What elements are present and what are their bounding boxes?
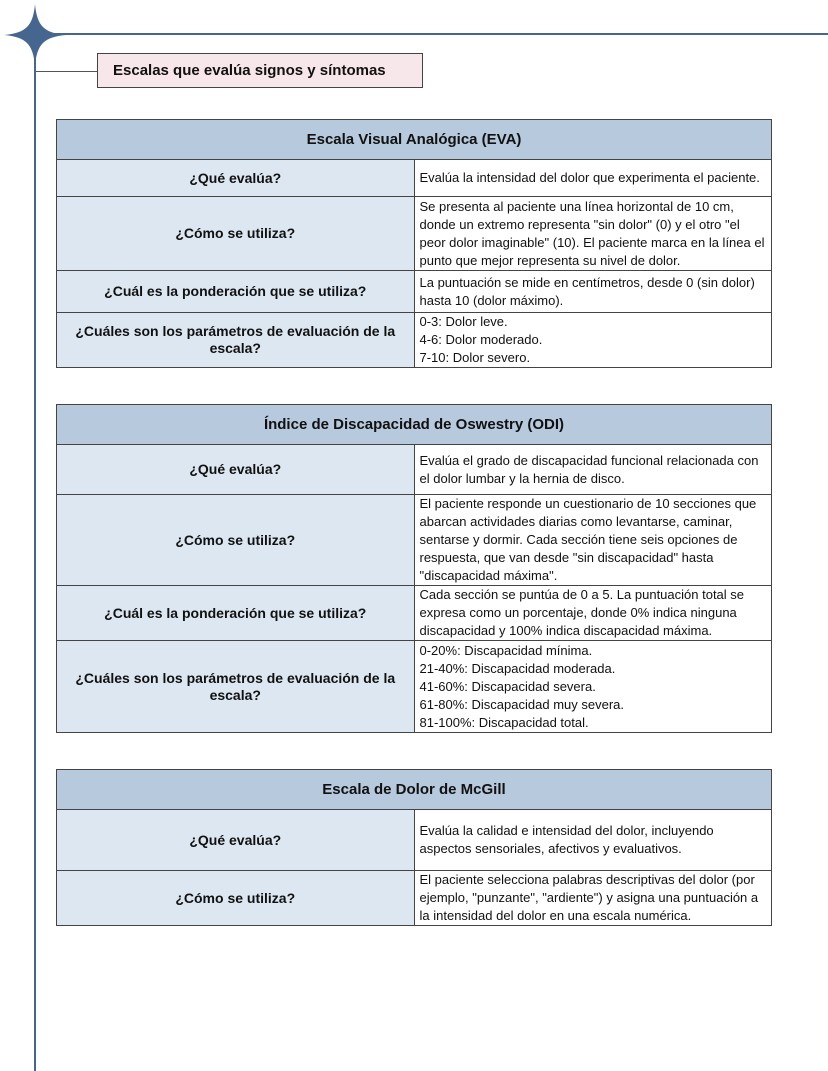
frame-top-line xyxy=(34,33,828,35)
parameter-line: 7-10: Dolor severo. xyxy=(419,350,531,365)
table-row xyxy=(57,586,772,641)
table-title: Escala Visual Analógica (EVA) xyxy=(57,120,772,160)
answer-cell: Evalúa la intensidad del dolor que experimenta el paciente. xyxy=(414,160,772,197)
parameter-line: 41-60%: Discapacidad severa. xyxy=(419,678,596,694)
answer-cell: Se presenta al paciente una línea horizontal de 10 cm, donde un extremo representa "sin dolor" (0) y el otro "el peor dolor imaginable" (10). El paciente marca en la línea el punto que mejor representa su nivel de dolor. xyxy=(414,197,772,271)
table-row xyxy=(57,871,772,926)
question-cell: ¿Cómo se utiliza? xyxy=(57,197,415,271)
table-row xyxy=(57,197,772,271)
answer-cell: Evalúa la calidad e intensidad del dolor, incluyendo aspectos sensoriales, afectivos y evaluativos. xyxy=(414,810,772,871)
answer-cell xyxy=(414,641,772,733)
parameter-line: 81-100%: Discapacidad total. xyxy=(419,714,589,730)
parameter-line: 0-20%: Discapacidad mínima. xyxy=(419,642,593,658)
question-cell: ¿Qué evalúa? xyxy=(57,160,415,197)
question-cell: ¿Cómo se utiliza? xyxy=(57,871,415,926)
odi-table xyxy=(56,404,772,733)
eva-table xyxy=(56,119,772,368)
answer-cell: La puntuación se mide en centímetros, desde 0 (sin dolor) hasta 10 (dolor máximo). xyxy=(414,271,772,313)
question-cell: ¿Cuál es la ponderación que se utiliza? xyxy=(57,586,415,641)
table-row xyxy=(57,445,772,495)
question-cell: ¿Cuál es la ponderación que se utiliza? xyxy=(57,271,415,313)
answer-cell: Evalúa el grado de discapacidad funcional relacionada con el dolor lumbar y la hernia de disco. xyxy=(414,445,772,495)
title-connector-line xyxy=(36,71,98,72)
table-row xyxy=(57,641,772,733)
question-cell: ¿Qué evalúa? xyxy=(57,445,415,495)
table-title: Índice de Discapacidad de Oswestry (ODI) xyxy=(57,405,772,445)
question-cell: ¿Cómo se utiliza? xyxy=(57,495,415,586)
question-cell: ¿Cuáles son los parámetros de evaluación de la escala? xyxy=(57,313,415,368)
table-row xyxy=(57,271,772,313)
table-row xyxy=(57,810,772,871)
question-cell: ¿Cuáles son los parámetros de evaluación de la escala? xyxy=(57,641,415,733)
star-ornament-icon xyxy=(4,4,66,66)
parameter-line: 4-6: Dolor moderado. xyxy=(419,332,543,347)
answer-cell: Cada sección se puntúa de 0 a 5. La puntuación total se expresa como un porcentaje, donde 0% indica ninguna discapacidad y 100% indica discapacidad máxima. xyxy=(414,586,772,641)
parameter-line: 61-80%: Discapacidad muy severa. xyxy=(419,696,624,712)
question-cell: ¿Qué evalúa? xyxy=(57,810,415,871)
table-row xyxy=(57,313,772,368)
parameter-line: 21-40%: Discapacidad moderada. xyxy=(419,660,616,676)
section-title: Escalas que evalúa signos y síntomas xyxy=(97,53,423,88)
parameter-line: 0-3: Dolor leve. xyxy=(419,314,508,329)
answer-cell: El paciente responde un cuestionario de 10 secciones que abarcan actividades diarias como levantarse, caminar, sentarse y dormir. Cada sección tiene seis opciones de respuesta, que van desde "sin discapacidad" hasta "discapacidad máxima". xyxy=(414,495,772,586)
answer-cell: El paciente selecciona palabras descriptivas del dolor (por ejemplo, "punzante", "ardiente") y asigna una puntuación a la intensidad del dolor en una escala numérica. xyxy=(414,871,772,926)
table-row xyxy=(57,495,772,586)
table-title: Escala de Dolor de McGill xyxy=(57,770,772,810)
frame-left-line xyxy=(34,33,36,1071)
mcgill-table xyxy=(56,769,772,926)
answer-cell xyxy=(414,313,772,368)
table-row xyxy=(57,160,772,197)
